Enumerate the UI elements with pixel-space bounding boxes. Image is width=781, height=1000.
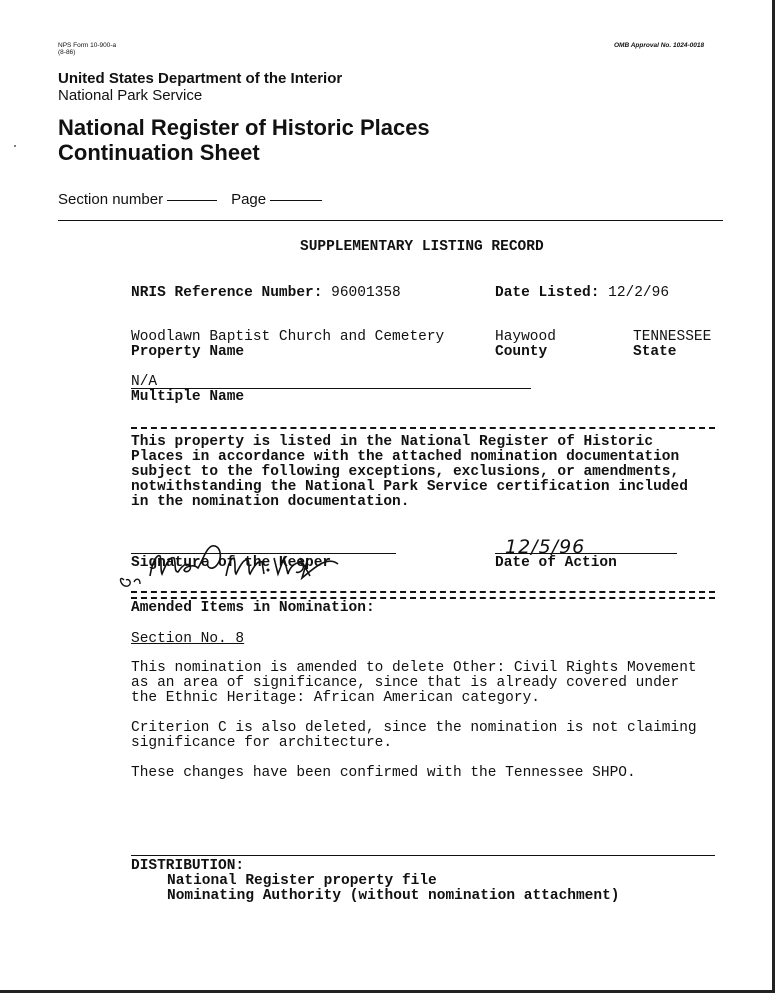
distribution-item: Nominating Authority (without nomination attachment) <box>167 888 620 904</box>
property-name-value: Woodlawn Baptist Church and Cemetery <box>131 329 445 345</box>
multiple-name-value: N/A <box>131 374 158 390</box>
nris-reference <box>131 286 401 301</box>
page-label: Page <box>231 191 267 208</box>
statement-line: notwithstanding the National Park Service certification included <box>131 479 688 495</box>
form-date: (8-86) <box>58 49 76 56</box>
amendment-paragraph-3: These changes have been confirmed with the Tennessee SHPO. <box>131 765 636 781</box>
state-label: State <box>633 344 677 360</box>
statement-line: This property is listed in the National Register of Historic <box>131 434 654 450</box>
amended-items-heading: Amended Items in Nomination: <box>131 600 375 616</box>
amendment-line: the Ethnic Heritage: African American category. <box>131 690 540 706</box>
date-listed <box>495 286 669 301</box>
date-of-action-label: Date of Action <box>495 555 617 571</box>
dashed-separator <box>131 427 715 429</box>
double-dashed-separator <box>131 591 715 599</box>
form-title: National Register of Historic Places <box>58 115 430 140</box>
date-of-action-line <box>495 553 677 554</box>
amendment-line: This nomination is amended to delete Other: Civil Rights Movement <box>131 660 697 676</box>
scan-speck <box>14 145 16 147</box>
county-value: Haywood <box>495 329 556 345</box>
form-subtitle: Continuation Sheet <box>58 140 260 165</box>
statement-line: subject to the following exceptions, exclusions, or amendments, <box>131 464 680 480</box>
state-value: TENNESSEE <box>633 329 712 345</box>
nris-label: NRIS Reference Number: <box>131 285 323 301</box>
signature-label: Signature of the Keeper <box>131 555 332 571</box>
multiple-name-label: Multiple Name <box>131 389 245 405</box>
distribution-item: National Register property file <box>167 873 437 889</box>
record-heading: SUPPLEMENTARY LISTING RECORD <box>300 239 544 255</box>
distribution-heading: DISTRIBUTION: <box>131 858 245 874</box>
amendment-paragraph-1 <box>131 661 731 706</box>
date-of-action-value: 12/5/96 <box>505 536 586 558</box>
section-page-line <box>58 191 326 208</box>
department-name: United States Department of the Interior <box>58 70 343 87</box>
page-blank <box>270 199 322 201</box>
amendment-line: Criterion C is also deleted, since the nomination is not claiming <box>131 720 697 736</box>
section-number-ref: Section No. 8 <box>131 631 245 647</box>
statement-line: in the nomination documentation. <box>131 494 410 510</box>
section-number-blank <box>167 199 217 201</box>
listing-statement <box>131 435 731 510</box>
statement-line: Places in accordance with the attached nomination documentation <box>131 449 680 465</box>
date-listed-value: 12/2/96 <box>608 285 670 301</box>
property-name-label: Property Name <box>131 344 245 360</box>
amendment-paragraph-2 <box>131 721 731 751</box>
service-name: National Park Service <box>58 87 203 104</box>
amendment-line: significance for architecture. <box>131 735 393 751</box>
date-listed-label: Date Listed: <box>495 285 600 301</box>
amendment-line: as an area of significance, since that is already covered under <box>131 675 680 691</box>
nris-value: 96001358 <box>331 285 401 301</box>
county-label: County <box>495 344 548 360</box>
signature-line <box>131 553 396 554</box>
distribution-rule <box>131 855 715 856</box>
section-number-label: Section number <box>58 191 164 208</box>
header-rule <box>58 220 723 221</box>
form-number: NPS Form 10-900-a <box>58 42 117 49</box>
omb-approval: OMB Approval No. 1024-0018 <box>614 42 705 49</box>
